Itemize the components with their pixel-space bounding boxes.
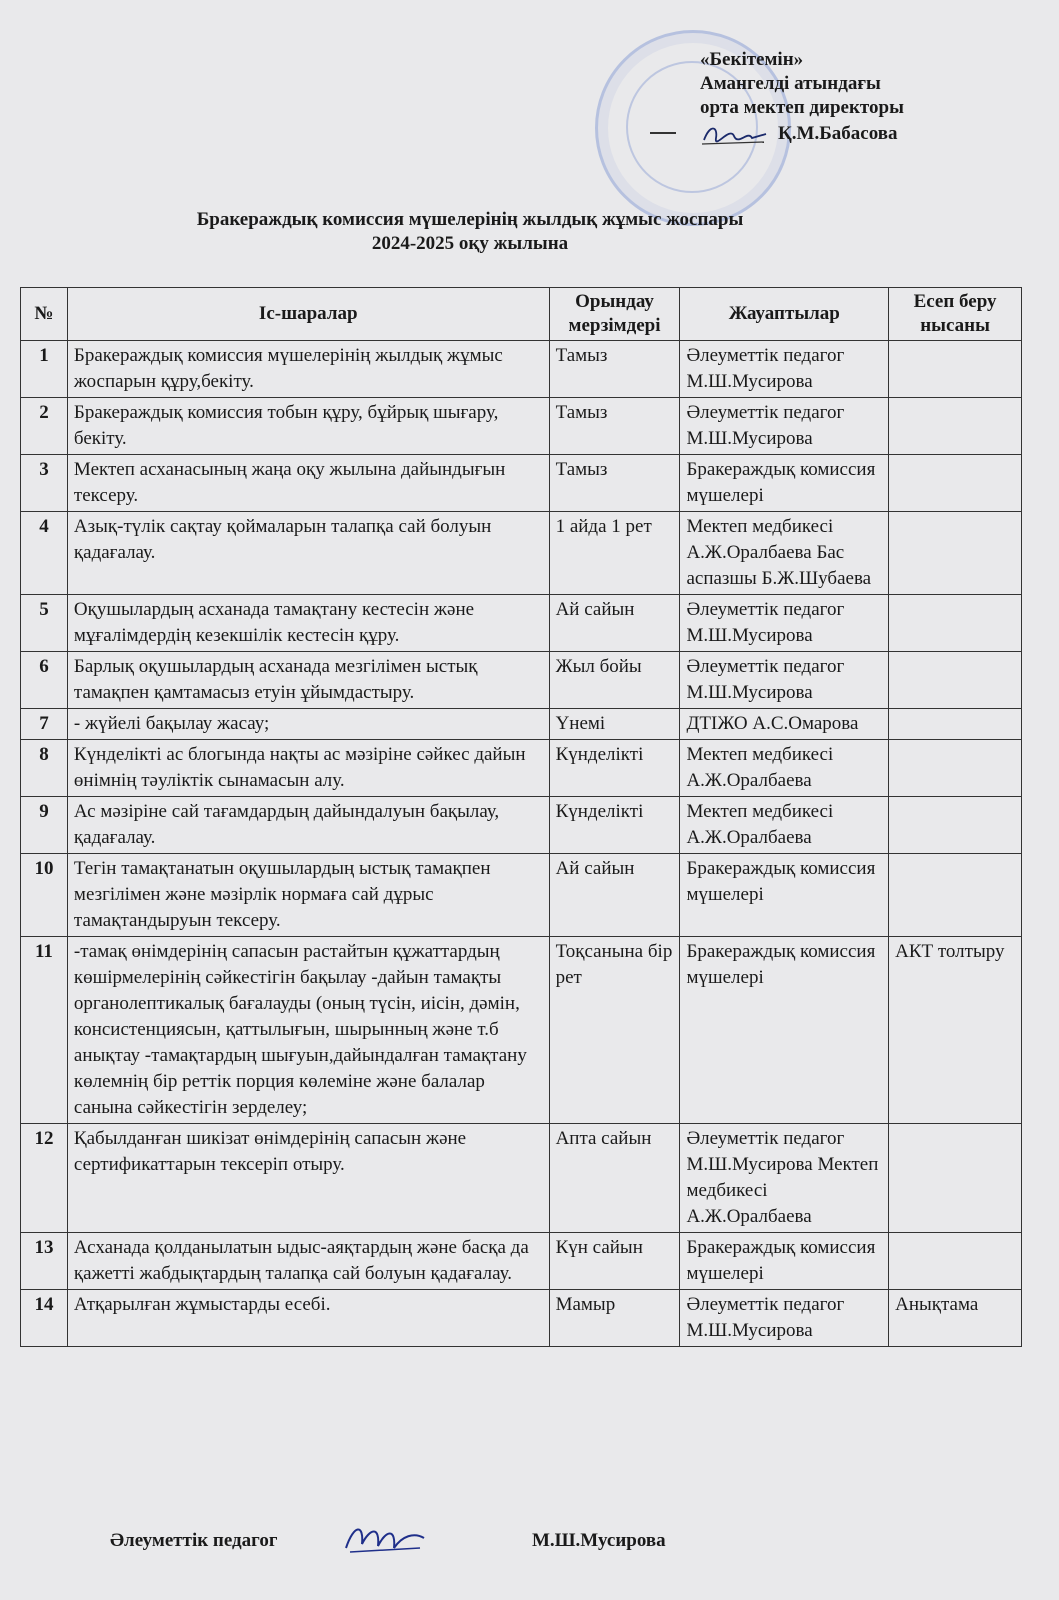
cell-responsible: Бракераждық комиссия мүшелері — [680, 1233, 889, 1290]
cell-no: 8 — [21, 740, 68, 797]
cell-report — [889, 797, 1022, 854]
cell-no: 14 — [21, 1290, 68, 1347]
cell-responsible: Мектеп медбикесі А.Ж.Оралбаева — [680, 740, 889, 797]
cell-no: 1 — [21, 341, 68, 398]
title-line2: 2024-2025 оқу жылына — [371, 233, 569, 254]
table-row — [21, 1290, 1022, 1347]
cell-term: Үнемі — [549, 709, 680, 740]
cell-task: - жүйелі бақылау жасау; — [67, 709, 549, 740]
cell-task: Оқушылардың асханада тамақтану кестесін және мұғалімдердің кезекшілік кестесін құру. — [67, 595, 549, 652]
cell-term: Мамыр — [549, 1290, 680, 1347]
cell-task: Барлық оқушылардың асханада мезгілімен ыстық тамақпен қамтамасыз етуін ұйымдастыру. — [67, 652, 549, 709]
cell-responsible: Бракераждық комиссия мүшелері — [680, 937, 889, 1124]
table-row — [21, 937, 1022, 1124]
dash-mark — [650, 132, 676, 134]
cell-no: 6 — [21, 652, 68, 709]
table-row — [21, 652, 1022, 709]
table-row — [21, 595, 1022, 652]
cell-term: Тоқсанына бір рет — [549, 937, 680, 1124]
cell-responsible: Әлеуметтік педагог М.Ш.Мусирова — [680, 595, 889, 652]
cell-report — [889, 854, 1022, 937]
director-signature — [700, 120, 770, 148]
cell-term: Ай сайын — [549, 854, 680, 937]
cell-term: Күн сайын — [549, 1233, 680, 1290]
cell-responsible: Бракераждық комиссия мүшелері — [680, 455, 889, 512]
approval-line3: орта мектеп директоры — [700, 97, 904, 118]
table-row — [21, 455, 1022, 512]
cell-no: 4 — [21, 512, 68, 595]
table-row — [21, 398, 1022, 455]
cell-report — [889, 398, 1022, 455]
cell-task: Бракераждық комиссия тобын құру, бұйрық шығару, бекіту. — [67, 398, 549, 455]
cell-no: 5 — [21, 595, 68, 652]
cell-term: Күнделікті — [549, 797, 680, 854]
cell-task: Атқарылған жұмыстарды есебі. — [67, 1290, 549, 1347]
table-row — [21, 512, 1022, 595]
header-report: Есеп беру нысаны — [889, 288, 1022, 341]
cell-responsible: Әлеуметтік педагог М.Ш.Мусирова Мектеп медбикесі А.Ж.Оралбаева — [680, 1124, 889, 1233]
cell-term: Тамыз — [549, 398, 680, 455]
cell-task: Ас мәзіріне сай тағамдардың дайындалуын бақылау, қадағалау. — [67, 797, 549, 854]
cell-report — [889, 740, 1022, 797]
cell-term: Тамыз — [549, 341, 680, 398]
footer-name: М.Ш.Мусирова — [532, 1530, 666, 1551]
header-task: Іс-шаралар — [67, 288, 549, 341]
table-row — [21, 797, 1022, 854]
cell-report — [889, 652, 1022, 709]
header-no: № — [21, 288, 68, 341]
cell-responsible: Мектеп медбикесі А.Ж.Оралбаева — [680, 797, 889, 854]
cell-term: Тамыз — [549, 455, 680, 512]
cell-report — [889, 1233, 1022, 1290]
cell-responsible: Әлеуметтік педагог М.Ш.Мусирова — [680, 1290, 889, 1347]
cell-no: 10 — [21, 854, 68, 937]
header-responsible: Жауаптылар — [680, 288, 889, 341]
cell-term: Апта сайын — [549, 1124, 680, 1233]
cell-task: Қабылданған шикізат өнімдерінің сапасын және сертификаттарын тексеріп отыру. — [67, 1124, 549, 1233]
cell-report: Анықтама — [889, 1290, 1022, 1347]
cell-responsible: Әлеуметтік педагог М.Ш.Мусирова — [680, 652, 889, 709]
cell-task: Мектеп асханасының жаңа оқу жылына дайындығын тексеру. — [67, 455, 549, 512]
footer-signature-block — [110, 1530, 810, 1552]
cell-report — [889, 341, 1022, 398]
cell-responsible: Бракераждық комиссия мүшелері — [680, 854, 889, 937]
table-row — [21, 854, 1022, 937]
cell-task: Асханада қолданылатын ыдыс-аяқтардың және басқа да қажетті жабдықтардың талапқа сай болуын қадағалау. — [67, 1233, 549, 1290]
cell-report — [889, 512, 1022, 595]
cell-responsible: Әлеуметтік педагог М.Ш.Мусирова — [680, 398, 889, 455]
cell-task: Бракераждық комиссия мүшелерінің жылдық жұмыс жоспарын құру,бекіту. — [67, 341, 549, 398]
cell-task: -тамақ өнімдерінің сапасын растайтын құжаттардың көшірмелерінің сәйкестігін бақылау -дайын тамақты органолептикалық бағалауды (оның түсін, иісін, дәмін, консистенциясын, қаттылығын, шырынның және т.б анықтау -тамақтардың шығуын,дайындалған тамақтану көлемнің бір реттік порция көлеміне және балалар санына сәйкестігін зерделеу; — [67, 937, 549, 1124]
cell-report — [889, 455, 1022, 512]
approval-block — [700, 48, 1000, 148]
cell-responsible: Мектеп медбикесі А.Ж.Оралбаева Бас аспазшы Б.Ж.Шубаева — [680, 512, 889, 595]
cell-report: АКТ толтыру — [889, 937, 1022, 1124]
cell-report — [889, 595, 1022, 652]
cell-term: Күнделікті — [549, 740, 680, 797]
cell-responsible: Әлеуметтік педагог М.Ш.Мусирова — [680, 341, 889, 398]
cell-term: 1 айда 1 рет — [549, 512, 680, 595]
cell-no: 2 — [21, 398, 68, 455]
table-row — [21, 341, 1022, 398]
approval-signer: Қ.М.Бабасова — [778, 123, 898, 144]
header-term: Орындау мерзімдері — [549, 288, 680, 341]
cell-term: Ай сайын — [549, 595, 680, 652]
footer-role: Әлеуметтік педагог — [110, 1530, 278, 1551]
cell-no: 3 — [21, 455, 68, 512]
cell-no: 11 — [21, 937, 68, 1124]
cell-responsible: ДТІЖО А.С.Омарова — [680, 709, 889, 740]
table-row — [21, 740, 1022, 797]
title-line1: Бракераждық комиссия мүшелерінің жылдық жұмыс жоспары — [196, 209, 744, 230]
cell-no: 12 — [21, 1124, 68, 1233]
cell-no: 9 — [21, 797, 68, 854]
cell-report — [889, 1124, 1022, 1233]
table-row — [21, 709, 1022, 740]
approval-line1: «Бекітемін» — [700, 49, 804, 70]
table-row — [21, 1124, 1022, 1233]
cell-task: Күнделікті ас блогында нақты ас мәзіріне сәйкес дайын өнімнің тәуліктік сынамасын алу. — [67, 740, 549, 797]
cell-no: 7 — [21, 709, 68, 740]
cell-term: Жыл бойы — [549, 652, 680, 709]
cell-report — [889, 709, 1022, 740]
cell-task: Азық-түлік сақтау қоймаларын талапқа сай болуын қадағалау. — [67, 512, 549, 595]
document-title — [90, 208, 850, 256]
cell-task: Тегін тамақтанатын оқушылардың ыстық тамақпен мезгілімен және мәзірлік нормаға сай дұрыс тамақтандыруын тексеру. — [67, 854, 549, 937]
approval-line2: Амангелді атындағы — [700, 73, 881, 94]
pedagog-signature — [340, 1518, 430, 1558]
cell-no: 13 — [21, 1233, 68, 1290]
plan-table — [20, 287, 1022, 1347]
table-row — [21, 1233, 1022, 1290]
table-header-row — [21, 288, 1022, 341]
